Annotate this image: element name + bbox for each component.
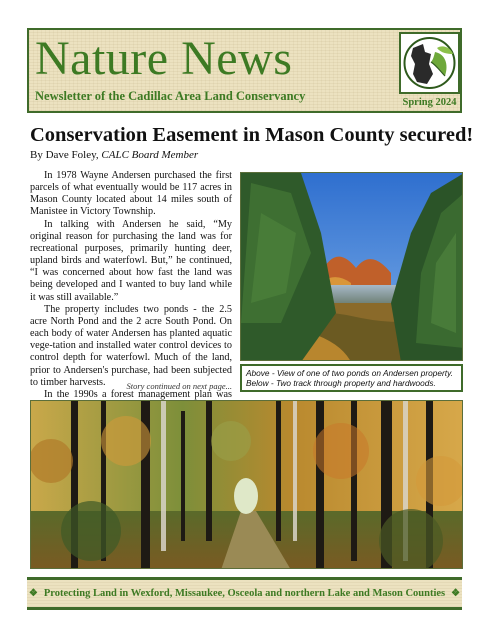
article-paragraph: In talking with Andersen he said, “My original reason for purchasing the land was for recreational purposes, primarily hunting deer, upland birds and waterfowl. But,” he continued, “I was concerned about how fast the land was being developed and I wanted to buy land while it was still available.” [30, 218, 232, 303]
byline-role: CALC Board Member [101, 149, 199, 161]
caption-below: Below - Two track through property and hardwoods. [246, 378, 436, 388]
byline-author: By Dave Foley, [30, 149, 102, 161]
article-byline [30, 149, 198, 161]
footer-tagline: Protecting Land in Wexford, Missaukee, Osceola and northern Lake and Mason Counties [43, 588, 446, 599]
article-paragraph: In 1978 Wayne Andersen purchased the first parcels of what eventually would be 117 acres in Mason County located about 14 miles south of Manistee in Victory Township. [30, 170, 232, 218]
newsletter-subtitle: Newsletter of the Cadillac Area Land Conservancy [35, 89, 306, 103]
ornament-icon: ❖ [451, 588, 461, 599]
newsletter-title: Nature News [35, 32, 293, 85]
article-paragraph: In the 1990s a forest management plan was [44, 388, 232, 400]
caption-above: Above - View of one of two ponds on Andersen property. [246, 368, 453, 378]
footer-banner [27, 577, 462, 610]
article-paragraph: The property includes two ponds - the 2.5 acre North Pond and the 2 acre South Pond. On each body of water Andersen has planted aquatic vege-tation and installed water control devices to control depth for waterfowl. Much of the land, prior to Andersen's purchase, had been subjected to timber harvests. [30, 303, 232, 388]
issue-date: Spring 2024 [402, 97, 457, 108]
pond-photo [240, 172, 463, 361]
story-continued-note: Story continued on next page... [126, 381, 232, 391]
article-headline: Conservation Easement in Mason County secured! [30, 124, 474, 146]
masthead [27, 28, 462, 113]
ornament-icon: ❖ [28, 588, 38, 599]
michigan-leaf-logo-icon [399, 32, 460, 94]
two-track-photo [30, 400, 463, 569]
photo-caption [240, 364, 463, 392]
